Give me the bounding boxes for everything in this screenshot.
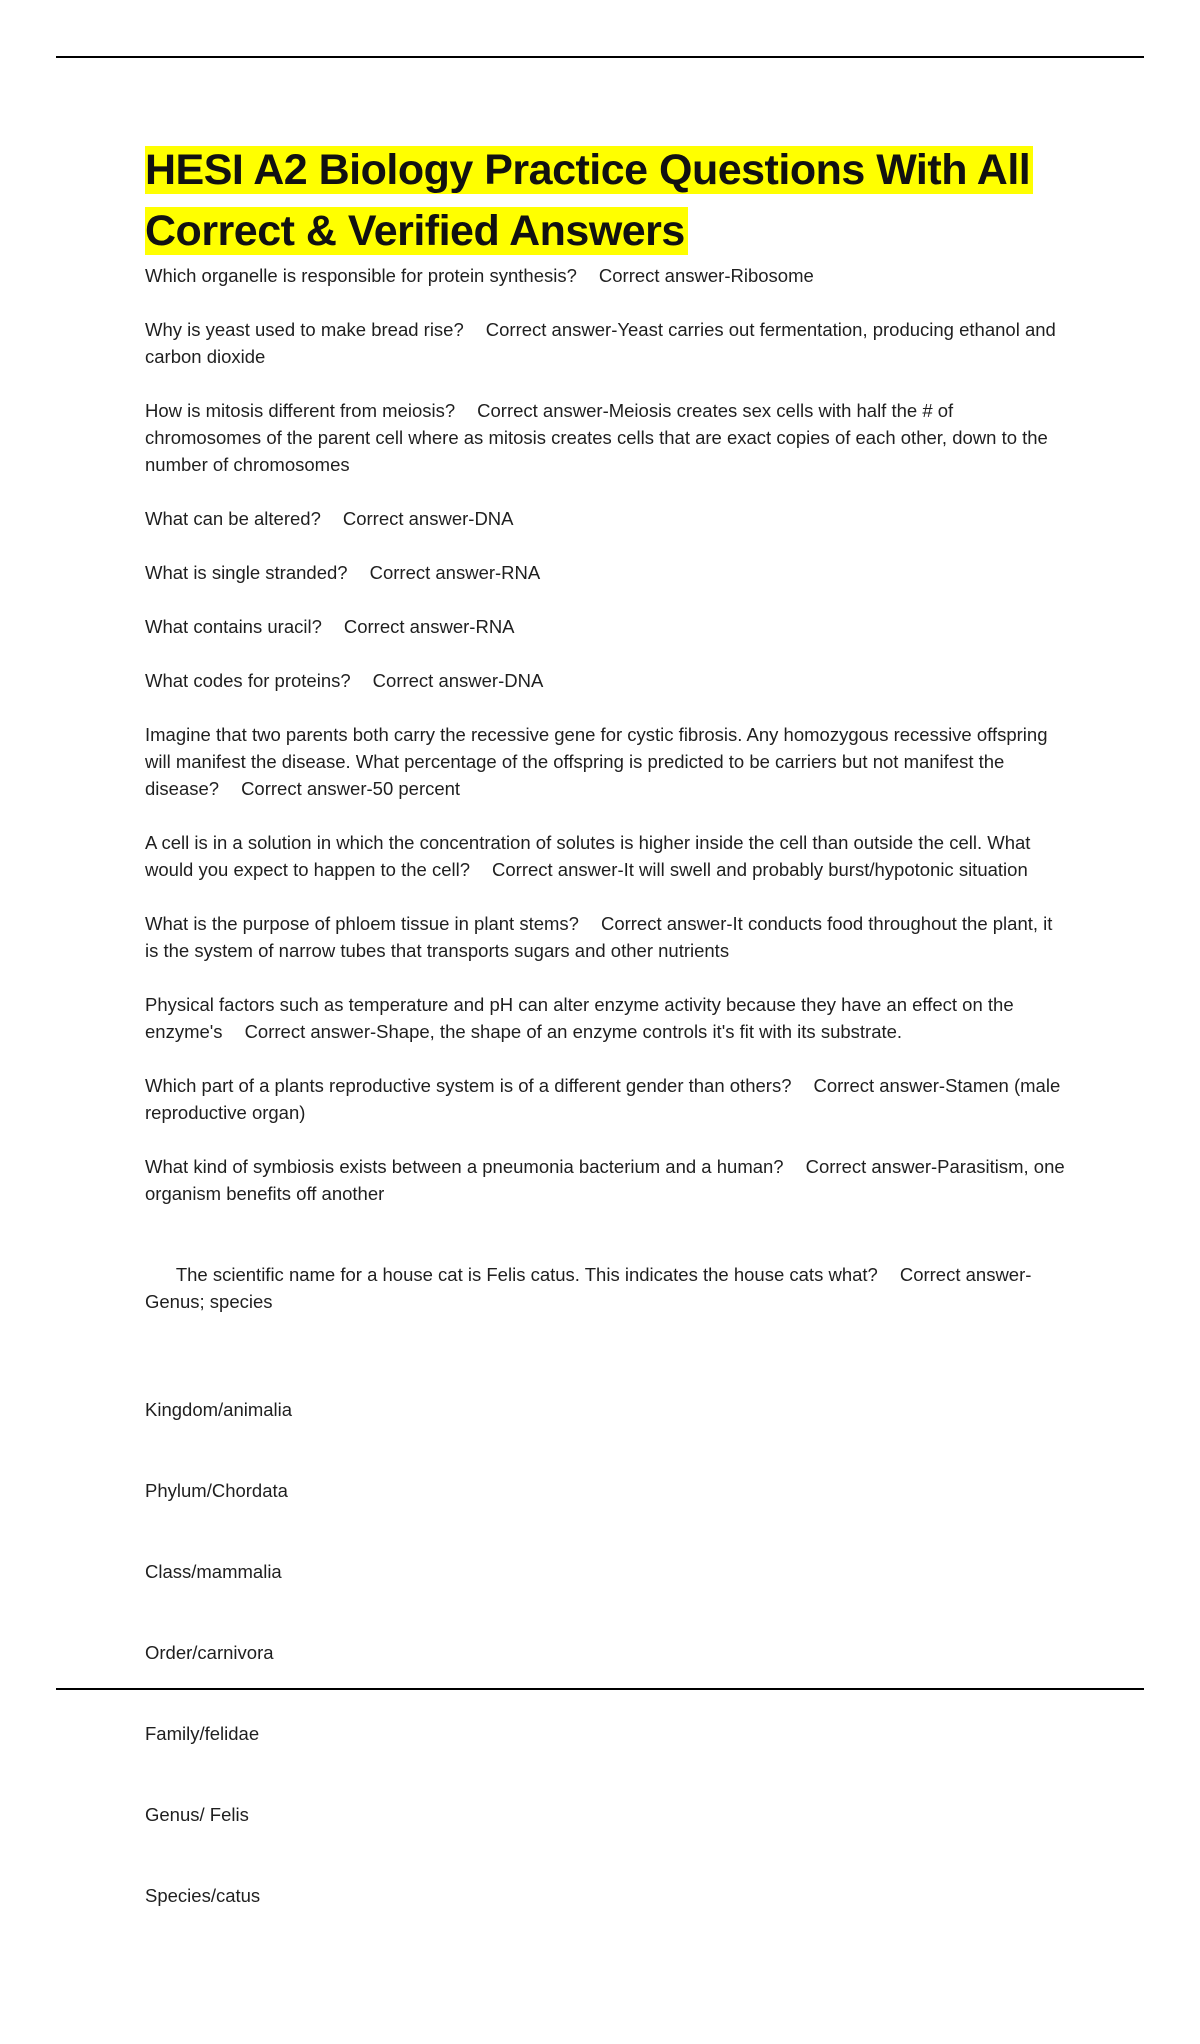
answer-text: Correct answer-Parasitism, one organism benefits off another [145, 1156, 1070, 1204]
qa-item [145, 991, 1065, 1045]
question-text: A cell is in a solution in which the concentration of solutes is higher inside the cell than outside the cell. What would you expect to happen to the cell? [145, 832, 1036, 880]
qa-item [145, 1072, 1065, 1126]
question-text: Physical factors such as temperature and pH can alter enzyme activity because they have an effect on the enzyme's [145, 994, 1019, 1042]
question-text: What is the purpose of phloem tissue in plant stems? [145, 913, 579, 934]
qa-item [145, 613, 1065, 640]
question-text: What contains uracil? [145, 616, 322, 637]
document-title [145, 140, 1065, 262]
answer-text: Correct answer-Meiosis creates sex cells with half the # of chromosomes of the parent cell where as mitosis creates cells that are exact copies of each other, down to the number of chromosomes [145, 400, 1053, 475]
qa-list [145, 262, 1070, 2017]
qa-item [145, 910, 1065, 964]
qa-item [145, 559, 1065, 586]
answer-text: Correct answer-RNA [369, 562, 541, 583]
bottom-rule [56, 1688, 1144, 1690]
answer-text: Correct answer-DNA [342, 508, 514, 529]
question-text: What can be altered? [145, 508, 321, 529]
answer-text: Correct answer-It will swell and probably burst/hypotonic situation [492, 859, 1028, 880]
qa-item [145, 667, 1065, 694]
question-text: What codes for proteins? [145, 670, 351, 691]
document-body [145, 140, 1070, 2044]
qa-item [145, 262, 1065, 289]
qa-item [145, 505, 1065, 532]
answer-text: Correct answer-RNA [343, 616, 515, 637]
answer-text: Correct answer-Genus; species [145, 1264, 1032, 1312]
answer-text: Correct answer-DNA [372, 670, 544, 691]
title-highlight: HESI A2 Biology Practice Questions With All Correct & Verified Answers [145, 146, 1033, 255]
qa-item-taxonomy [145, 1234, 1065, 2017]
answer-text: Correct answer-It conducts food throughout the plant, it is the system of narrow tubes that transports sugars and other nutrients [145, 913, 1058, 961]
answer-text: Correct answer-Yeast carries out fermentation, producing ethanol and carbon dioxide [145, 319, 1061, 367]
taxonomy-rank: Class/mammalia [145, 1561, 282, 1582]
qa-item [145, 316, 1065, 370]
question-text: Which part of a plants reproductive system is of a different gender than others? [145, 1075, 792, 1096]
taxonomy-rank: Genus/ Felis [145, 1804, 249, 1825]
question-text: Why is yeast used to make bread rise? [145, 319, 464, 340]
answer-text: Correct answer-Ribosome [598, 265, 814, 286]
question-text: The scientific name for a house cat is Felis catus. This indicates the house cats what? [175, 1264, 878, 1285]
qa-item [145, 397, 1065, 478]
answer-text: Correct answer-Stamen (male reproductive organ) [145, 1075, 1066, 1123]
taxonomy-list [145, 1342, 1065, 1963]
taxonomy-rank: Order/carnivora [145, 1642, 274, 1663]
top-rule [56, 56, 1144, 58]
taxonomy-rank: Kingdom/animalia [145, 1399, 293, 1420]
taxonomy-rank: Species/catus [145, 1885, 261, 1906]
qa-item [145, 829, 1065, 883]
qa-item [145, 1153, 1070, 1207]
answer-text: Correct answer-Shape, the shape of an enzyme controls it's fit with its substrate. [244, 1021, 903, 1042]
answer-text: Correct answer-50 percent [241, 778, 461, 799]
question-text: How is mitosis different from meiosis? [145, 400, 456, 421]
taxonomy-rank: Phylum/Chordata [145, 1480, 288, 1501]
question-text: What kind of symbiosis exists between a pneumonia bacterium and a human? [145, 1156, 784, 1177]
question-text: Imagine that two parents both carry the recessive gene for cystic fibrosis. Any homozygous recessive offspring will manifest the disease. What percentage of the offspring is predicted to be carriers but not manifest the disease? [145, 724, 1053, 799]
question-text: What is single stranded? [145, 562, 348, 583]
taxonomy-rank: Family/felidae [145, 1723, 260, 1744]
qa-item [145, 721, 1065, 802]
question-text: Which organelle is responsible for protein synthesis? [145, 265, 577, 286]
